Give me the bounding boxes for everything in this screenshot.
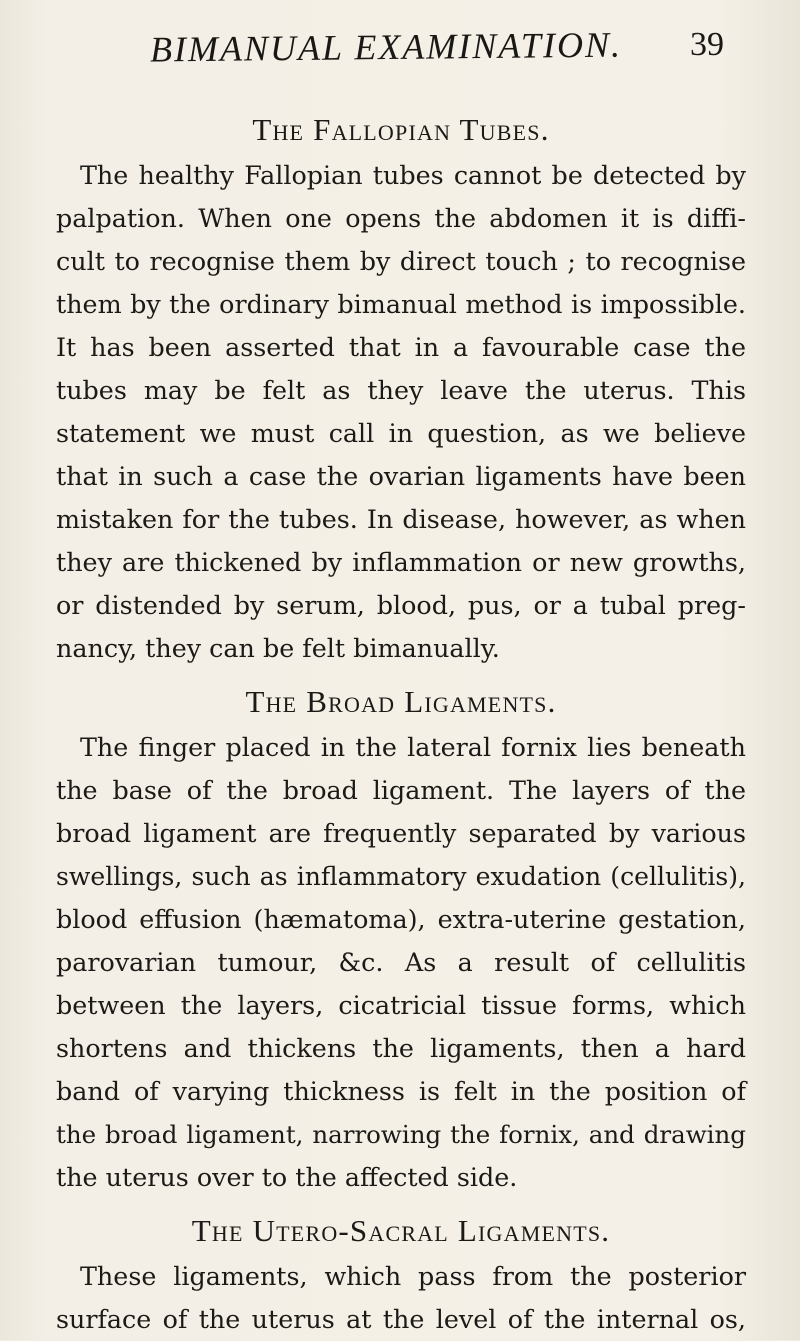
text-line: It has been asserted that in a favourable case the <box>56 332 746 362</box>
text-line: the base of the broad ligament. The layers of the <box>56 775 746 805</box>
page-number: 39 <box>690 26 724 63</box>
text-line: the broad ligament, narrowing the fornix, and drawing <box>56 1120 746 1149</box>
text-line: shortens and thickens the ligaments, then a hard <box>56 1033 746 1063</box>
text-line: between the layers, cicatricial tissue forms, which <box>56 990 746 1020</box>
text-line: palpation. When one opens the abdomen it is diffi- <box>56 203 746 233</box>
text-line: nancy, they can be felt bimanually. <box>56 633 500 663</box>
text-line: statement we must call in question, as we believe <box>56 418 746 448</box>
text-line: them by the ordinary bimanual method is impossible. <box>56 289 746 319</box>
text-line: they are thickened by inflammation or new growths, <box>56 547 746 577</box>
text-line: The finger placed in the lateral fornix lies beneath <box>80 732 746 762</box>
text-line: mistaken for the tubes. In disease, however, as when <box>56 504 746 534</box>
text-line: cult to recognise them by direct touch ; to recognise <box>56 246 746 276</box>
text-line: tubes may be felt as they leave the uterus. This <box>56 375 746 405</box>
text-line: blood effusion (hæmatoma), extra-uterine gestation, <box>56 904 746 934</box>
text-line: parovarian tumour, &c. As a result of cellulitis <box>56 947 746 977</box>
text-line: or distended by serum, blood, pus, or a tubal preg- <box>56 590 746 620</box>
section-heading-fallopian-tubes: The Fallopian Tubes. <box>252 112 550 147</box>
section-heading-utero-sacral-ligaments: The Utero-Sacral Ligaments. <box>191 1213 611 1248</box>
text-line: the uterus over to the affected side. <box>56 1162 518 1192</box>
text-line: band of varying thickness is felt in the position of <box>56 1076 746 1106</box>
text-line: The healthy Fallopian tubes cannot be detected by <box>80 160 746 190</box>
text-line: that in such a case the ovarian ligaments have been <box>56 461 746 491</box>
running-head-title: BIMANUAL EXAMINATION. <box>149 24 623 70</box>
text-line: broad ligament are frequently separated by various <box>56 818 746 848</box>
text-line: swellings, such as inflammatory exudation (cellulitis), <box>56 862 746 891</box>
text-line: surface of the uterus at the level of the internal os, <box>56 1304 746 1334</box>
body-text <box>56 110 746 1341</box>
text-line: These ligaments, which pass from the posterior <box>80 1261 746 1291</box>
section-heading-broad-ligaments: The Broad Ligaments. <box>245 684 557 719</box>
